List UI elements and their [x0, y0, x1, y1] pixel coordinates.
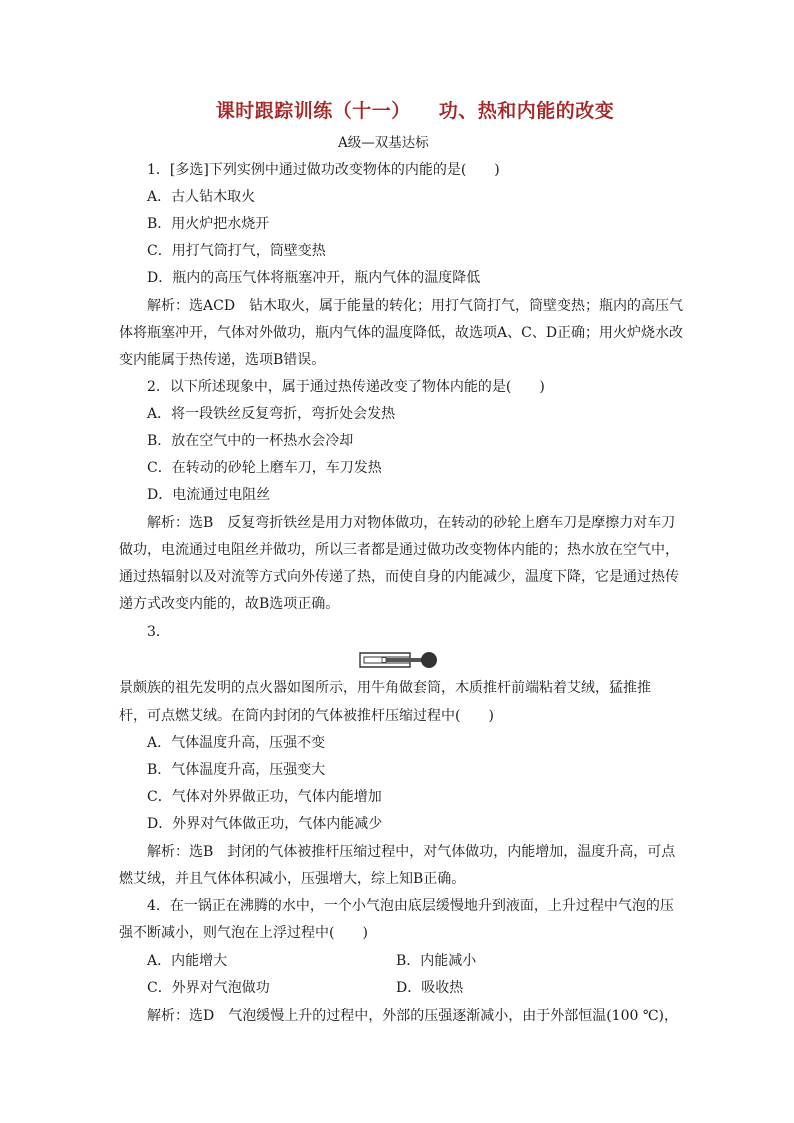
tinder-tip — [382, 658, 386, 663]
q3-option-c: C．气体对外界做正功，气体内能增加 — [147, 789, 382, 805]
q1-option-c: C．用打气筒打气，筒壁变热 — [147, 243, 326, 259]
page-title — [0, 96, 794, 123]
q1-stem: 1．[多选]下列实例中通过做功改变物体的内能的是( ) — [147, 162, 500, 178]
q3-option-a: A．气体温度升高，压强不变 — [147, 735, 326, 751]
q1-analysis-line: 解析：选ACD 钻木取火，属于能量的转化；用打气筒打气，筒壁变热；瓶内的高压气 — [147, 298, 684, 314]
q4-option-b: B．内能减小 — [396, 953, 477, 969]
q2-option-a: A．将一段铁丝反复弯折，弯折处会发热 — [147, 406, 396, 422]
q1-analysis-line: 变内能属于热传递，选项B错误。 — [119, 352, 326, 368]
q4-option-d: D．吸收热 — [396, 980, 464, 996]
fire-piston-figure — [358, 648, 438, 672]
q2-stem: 2．以下所述现象中，属于通过热传递改变了物体内能的是( ) — [147, 379, 545, 395]
q4-stem: 强不断减小，则气泡在上浮过程中( ) — [119, 925, 368, 941]
q1-analysis-line: 体将瓶塞冲开，气体对外做功，瓶内气体的温度降低，故选项A、C、D正确；用火炉烧水改 — [119, 325, 684, 341]
q2-analysis-line: 通过热辐射以及对流等方式向外传递了热，而使自身的内能减少，温度下降，它是通过热传 — [119, 569, 679, 585]
q1-option-d: D．瓶内的高压气体将瓶塞冲开，瓶内气体的温度降低 — [147, 270, 481, 286]
q3-option-b: B．气体温度升高，压强变大 — [147, 762, 326, 778]
q4-stem: 4．在一锅正在沸腾的水中，一个小气泡由底层缓慢地升到液面，上升过程中气泡的压 — [147, 898, 674, 914]
q4-option-c: C．外界对气泡做功 — [147, 980, 270, 996]
q3-stem: 杆，可点燃艾绒。在筒内封闭的气体被推杆压缩过程中( ) — [119, 708, 494, 724]
push-rod — [386, 658, 410, 662]
q3-option-d: D．外界对气体做正功，气体内能减少 — [147, 816, 383, 832]
q1-option-b: B．用火炉把水烧开 — [147, 216, 270, 232]
title-topic: 功、热和内能的改变 — [438, 100, 615, 122]
q2-option-c: C．在转动的砂轮上磨车刀，车刀发热 — [147, 460, 382, 476]
q2-analysis-line: 递方式改变内能的，故B选项正确。 — [119, 596, 340, 612]
q3-analysis-line: 解析：选B 封闭的气体被推杆压缩过程中，对气体做功，内能增加，温度升高，可点 — [147, 844, 676, 860]
q4-analysis-line: 解析：选D 气泡缓慢上升的过程中，外部的压强逐渐减小，由于外部恒温(100 ℃)， — [147, 1008, 678, 1024]
section-heading: A级—双基达标 — [338, 135, 429, 151]
q2-analysis-line: 解析：选B 反复弯折铁丝是用力对物体做功，在转动的砂轮上磨车刀是摩擦力对车刀 — [147, 515, 676, 531]
title-main: 课时跟踪训练（十一） — [215, 100, 411, 122]
q2-analysis-line: 做功，电流通过电阻丝并做功，所以三者都是通过做功改变物体内能的；热水放在空气中， — [119, 542, 679, 558]
rod-knob — [421, 652, 437, 668]
q1-option-a: A．古人钻木取火 — [147, 189, 256, 205]
q3-stem: 景颇族的祖先发明的点火器如图所示，用牛角做套筒，木质推杆前端粘着艾绒，猛推推 — [119, 680, 651, 696]
q2-option-d: D．电流通过电阻丝 — [147, 487, 271, 503]
q2-option-b: B．放在空气中的一杯热水会冷却 — [147, 433, 354, 449]
q3-number: 3． — [147, 624, 170, 640]
q4-option-a: A．内能增大 — [147, 953, 228, 969]
q3-analysis-line: 燃艾绒，并且气体体积减小，压强增大，综上知B正确。 — [119, 871, 466, 887]
